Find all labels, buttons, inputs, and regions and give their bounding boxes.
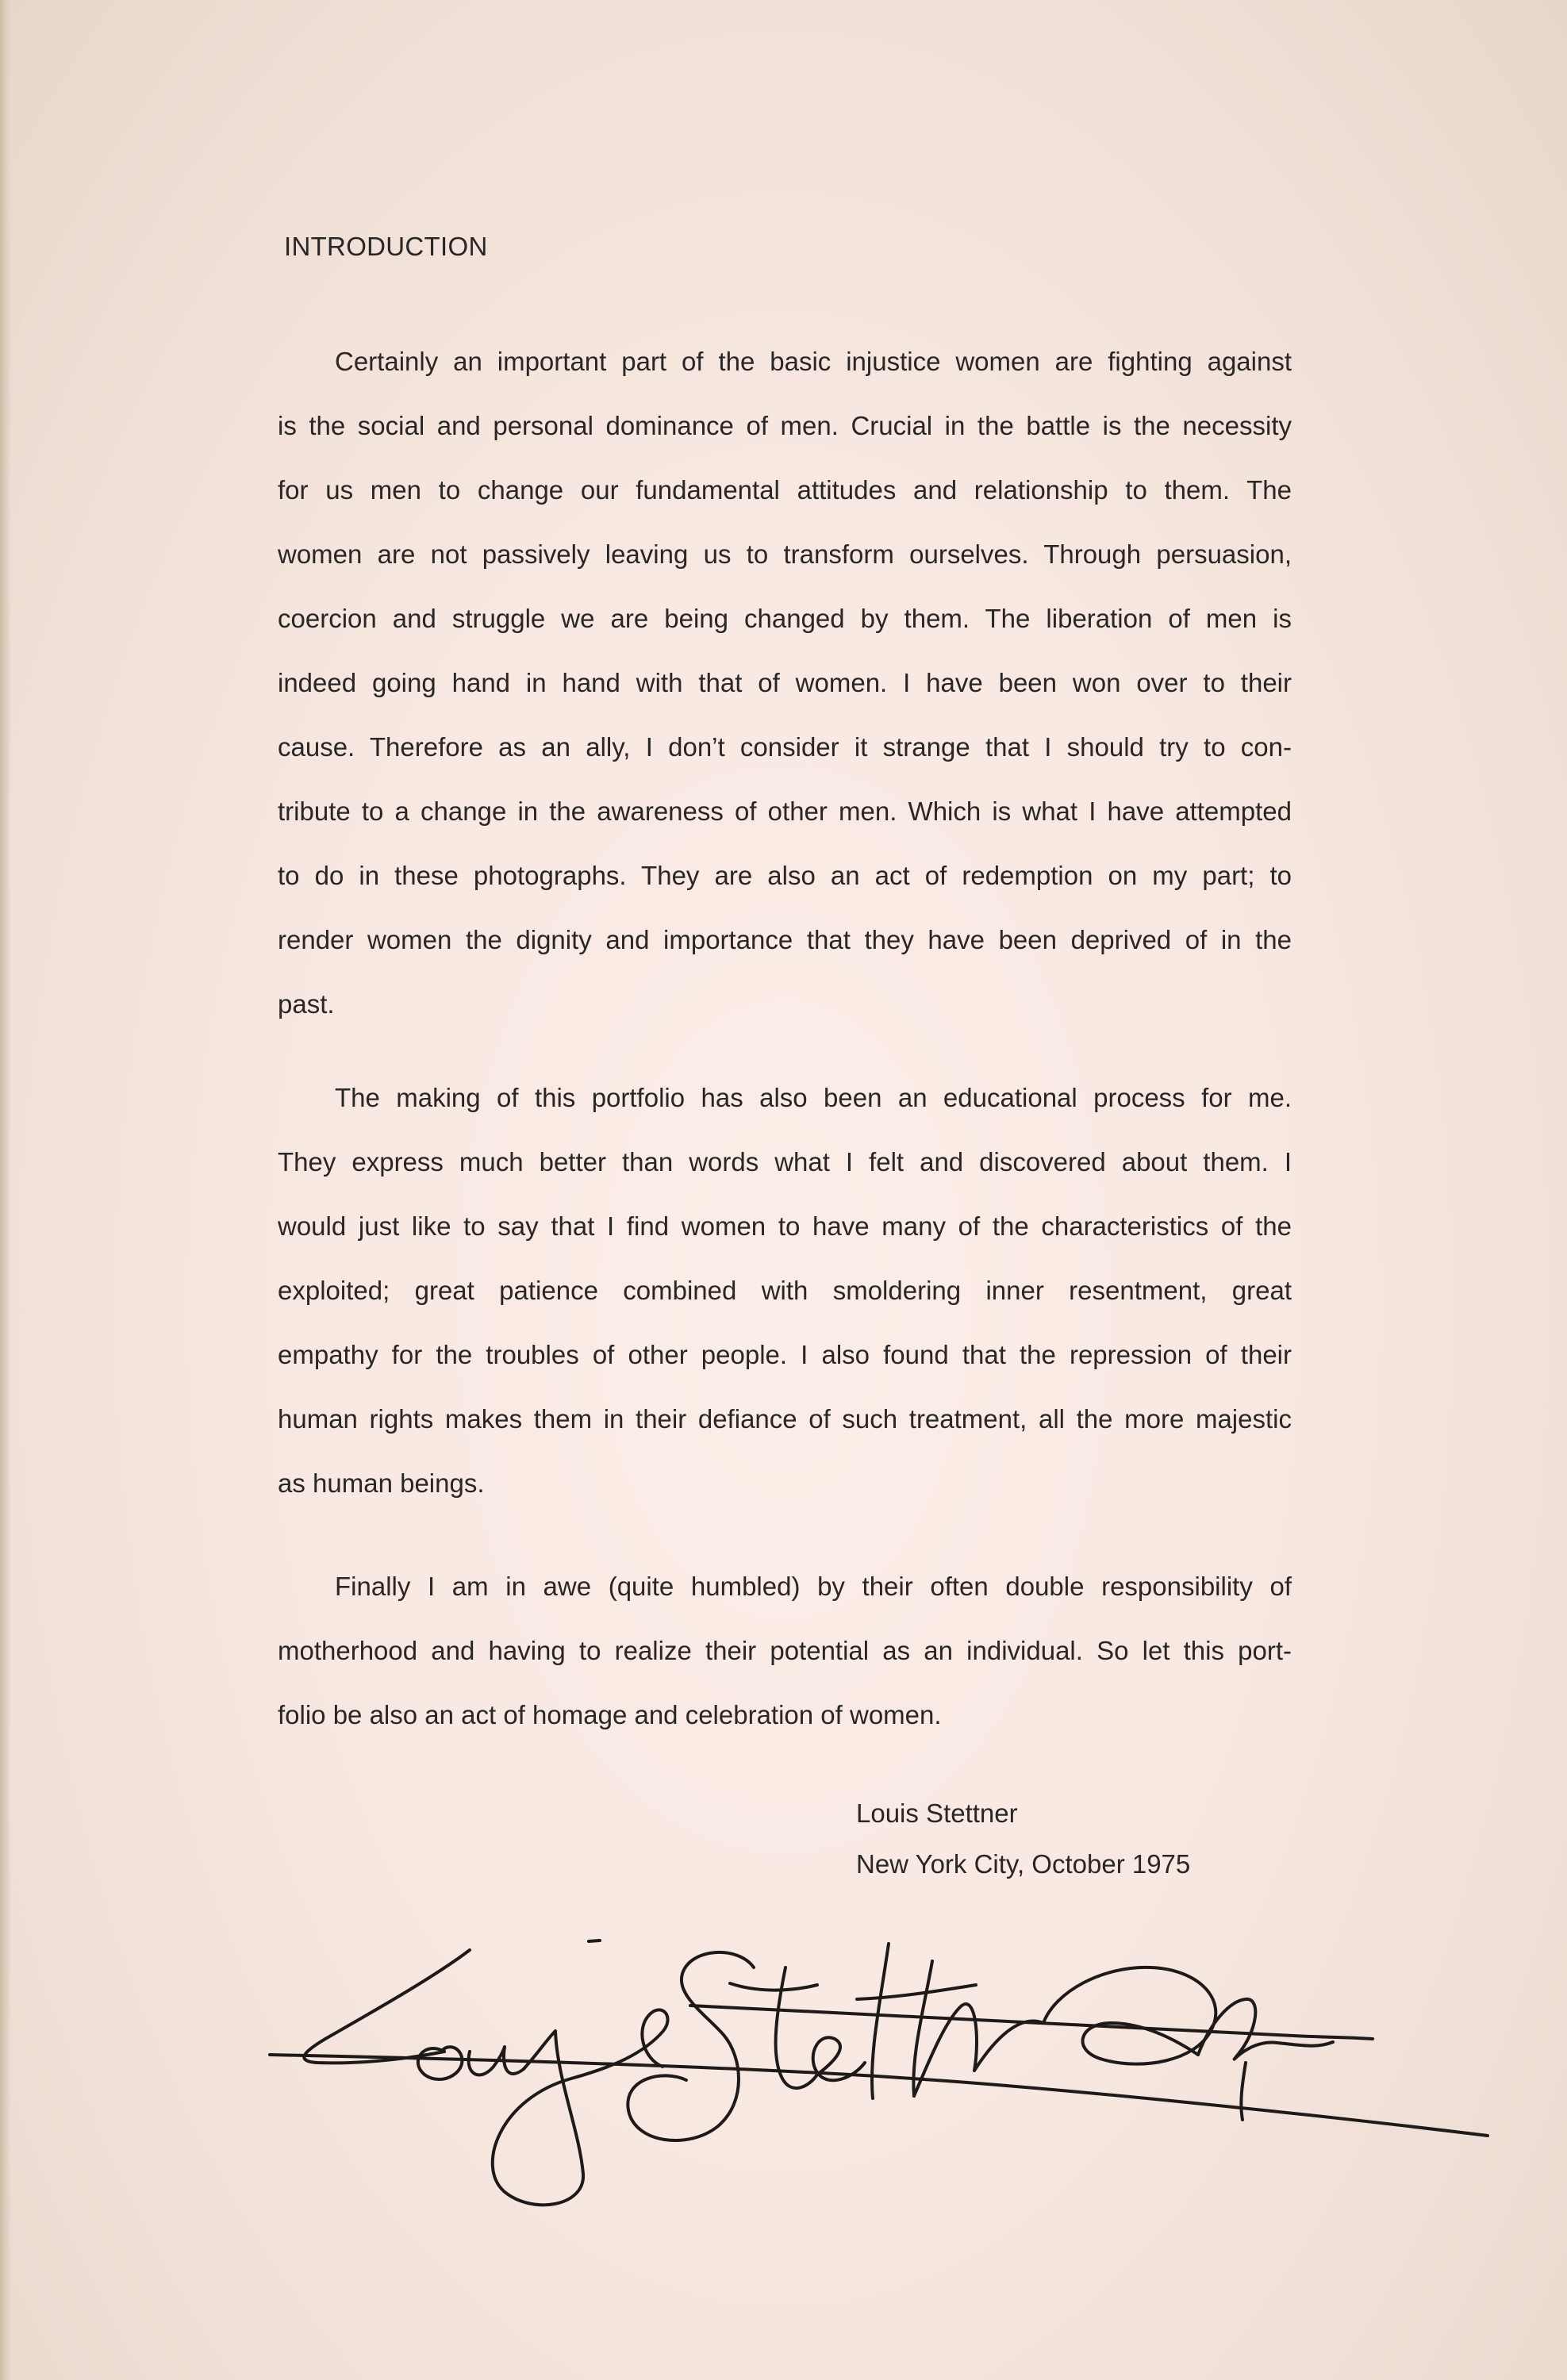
paragraph-line: They express much better than words what I felt and discovered about them. I — [278, 1147, 1292, 1177]
paragraph-line: as human beings. — [278, 1468, 485, 1498]
paragraph-3 — [278, 1571, 1292, 1764]
paragraph-line: Finally I am in awe (quite humbled) by their often double responsibility of — [335, 1572, 1292, 1601]
paragraph-line: tribute to a change in the awareness of other men. Which is what I have attempted — [278, 797, 1292, 826]
paragraph-line: folio be also an act of homage and celebration of women. — [278, 1700, 942, 1729]
paragraph-line: Certainly an important part of the basic injustice women are fighting against — [335, 347, 1292, 376]
author-name: Louis Stettner — [856, 1798, 1018, 1828]
paragraph-2 — [278, 1082, 1292, 1532]
paragraph-line: for us men to change our fundamental attitudes and relationship to them. The — [278, 475, 1292, 505]
paragraph-line: cause. Therefore as an ally, I don’t consider it strange that I should try to con- — [278, 732, 1292, 762]
place-date: New York City, October 1975 — [856, 1849, 1191, 1879]
paragraph-line: render women the dignity and importance that they have been deprived of in the — [278, 925, 1292, 954]
paragraph-line: exploited; great patience combined with smoldering inner resentment, great — [278, 1276, 1292, 1305]
paragraph-line: to do in these photographs. They are also an act of redemption on my part; to — [278, 861, 1292, 890]
paragraph-1 — [278, 346, 1292, 1053]
paragraph-line: past. — [278, 989, 335, 1019]
paragraph-line: motherhood and having to realize their potential as an individual. So let this port- — [278, 1636, 1292, 1665]
paragraph-line: human rights makes them in their defiance of such treatment, all the more majestic — [278, 1404, 1292, 1434]
handwritten-signature — [262, 1912, 1500, 2213]
paragraph-line: indeed going hand in hand with that of women. I have been won over to their — [278, 668, 1292, 697]
paragraph-line: The making of this portfolio has also been an educational process for me. — [335, 1083, 1292, 1112]
page-title: INTRODUCTION — [284, 232, 488, 261]
paragraph-line: would just like to say that I find women to have many of the characteristics of the — [278, 1211, 1292, 1241]
paragraph-line: is the social and personal dominance of men. Crucial in the battle is the necessity — [278, 411, 1292, 440]
paragraph-line: women are not passively leaving us to transform ourselves. Through persuasion, — [278, 539, 1292, 569]
paragraph-line: empathy for the troubles of other people. I also found that the repression of their — [278, 1340, 1292, 1369]
page-edge — [0, 0, 11, 2380]
paragraph-line: coercion and struggle we are being changed by them. The liberation of men is — [278, 604, 1292, 633]
